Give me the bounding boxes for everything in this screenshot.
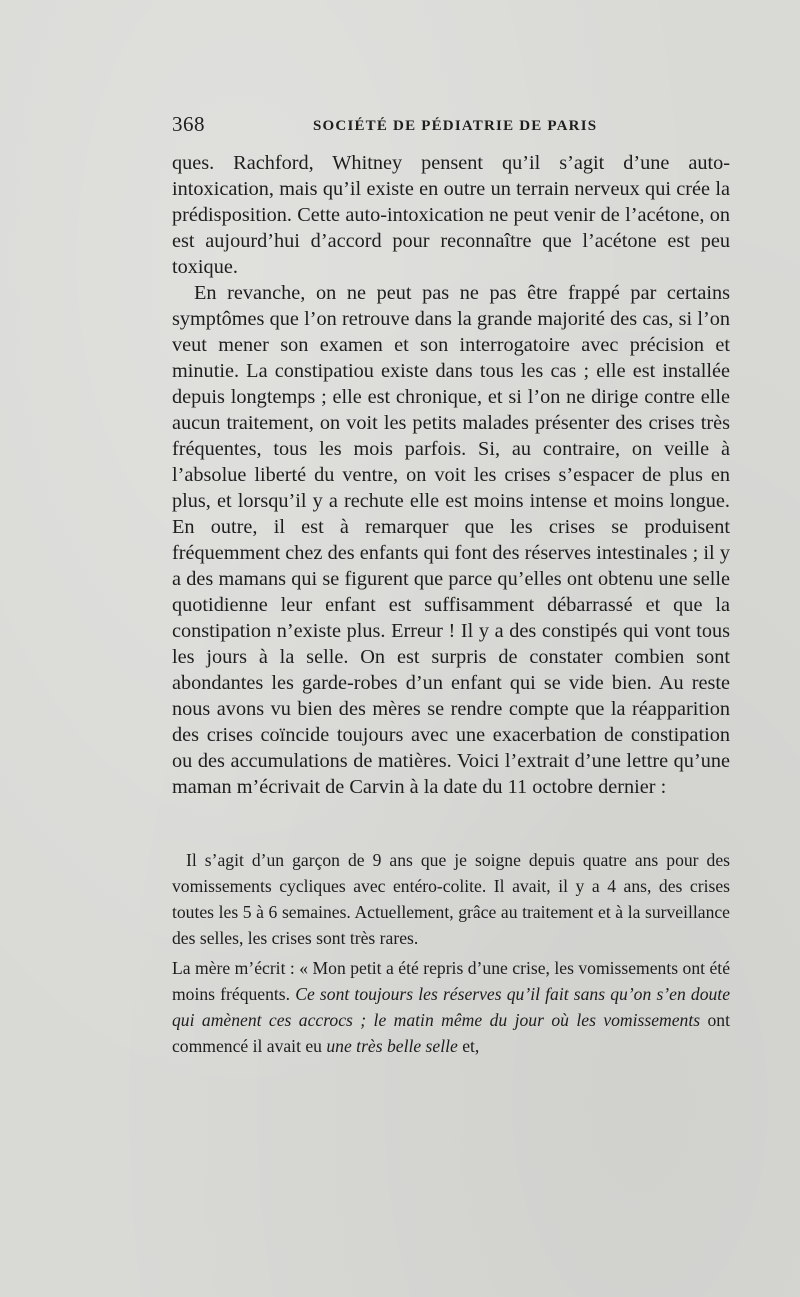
quote-paragraph-2 [172,955,730,1059]
quote-paragraph-1: Il s’agit d’un garçon de 9 ans que je soigne depuis quatre ans pour des vomissements cycliques avec entéro-colite. Il avait, il y a 4 ans, des crises toutes les 5 à 6 semaines. Actuellement, grâce au traitement et à la surveillance des selles, les crises sont très rares. [172,850,730,948]
body-text [172,150,730,800]
page-number: 368 [172,112,205,136]
quote-text-middle: ont commencé il avait eu [172,1010,730,1056]
quote-text-start: La mère m’écrit : « Mon petit a été repris d’une crise, les vomissements ont été moins fréquents. [172,958,730,1004]
page-header [172,112,732,142]
paragraph-1: ques. Rachford, Whitney pensent qu’il s’agit d’une auto-intoxication, mais qu’il existe en outre un terrain nerveux qui crée la prédisposition. Cette auto-intoxication ne peut venir de l’acétone, on est aujourd’hui d’accord pour reconnaître que l’acétone est peu toxique. [172,152,730,278]
quote-text-end: et, [457,1036,480,1056]
quote-italic-emphasis-2: une très belle selle [326,1036,458,1056]
quote-italic-emphasis-1: Ce sont toujours les réserves qu’il fait sans qu’on s’en doute qui amènent ces accrocs ; le matin même du jour où les vomissements [172,984,731,1030]
quoted-case-report [172,847,730,1063]
running-title: SOCIÉTÉ DE PÉDIATRIE DE PARIS [313,118,598,134]
paragraph-2: En revanche, on ne peut pas ne pas être frappé par certains symptômes que l’on retrouve dans la grande majorité des cas, si l’on veut mener son examen et son interrogatoire avec précision et minutie. La constipatiou existe dans tous les cas ; elle est installée depuis longtemps ; elle est chronique, et si l’on ne dirige contre elle aucun traitement, on voit les petits malades présenter des crises très fréquentes, tous les mois parfois. Si, au contraire, on veille à l’absolue liberté du ventre, on voit les crises s’espacer de plus en plus, et lorsqu’il y a rechute elle est moins intense et moins longue. En outre, il est à remarquer que les crises se produisent fréquemment chez des enfants qui font des réserves intestinales ; il y a des mamans qui se figurent que parce qu’elles ont obtenu une selle quotidienne leur enfant est suffisamment débarrassé et que la constipation n’existe plus. Erreur ! Il y a des constipés qui vont tous les jours à la selle. On est surpris de constater combien sont abondantes les garde-robes d’un enfant qui se vide bien. Au reste nous avons vu bien des mères se rendre compte que la réapparition des crises coïncide toujours avec une exacerbation de constipation ou des accumulations de matières. Voici l’extrait d’une lettre qu’une maman m’écrivait de Carvin à la date du 11 octobre dernier : [172,282,730,798]
